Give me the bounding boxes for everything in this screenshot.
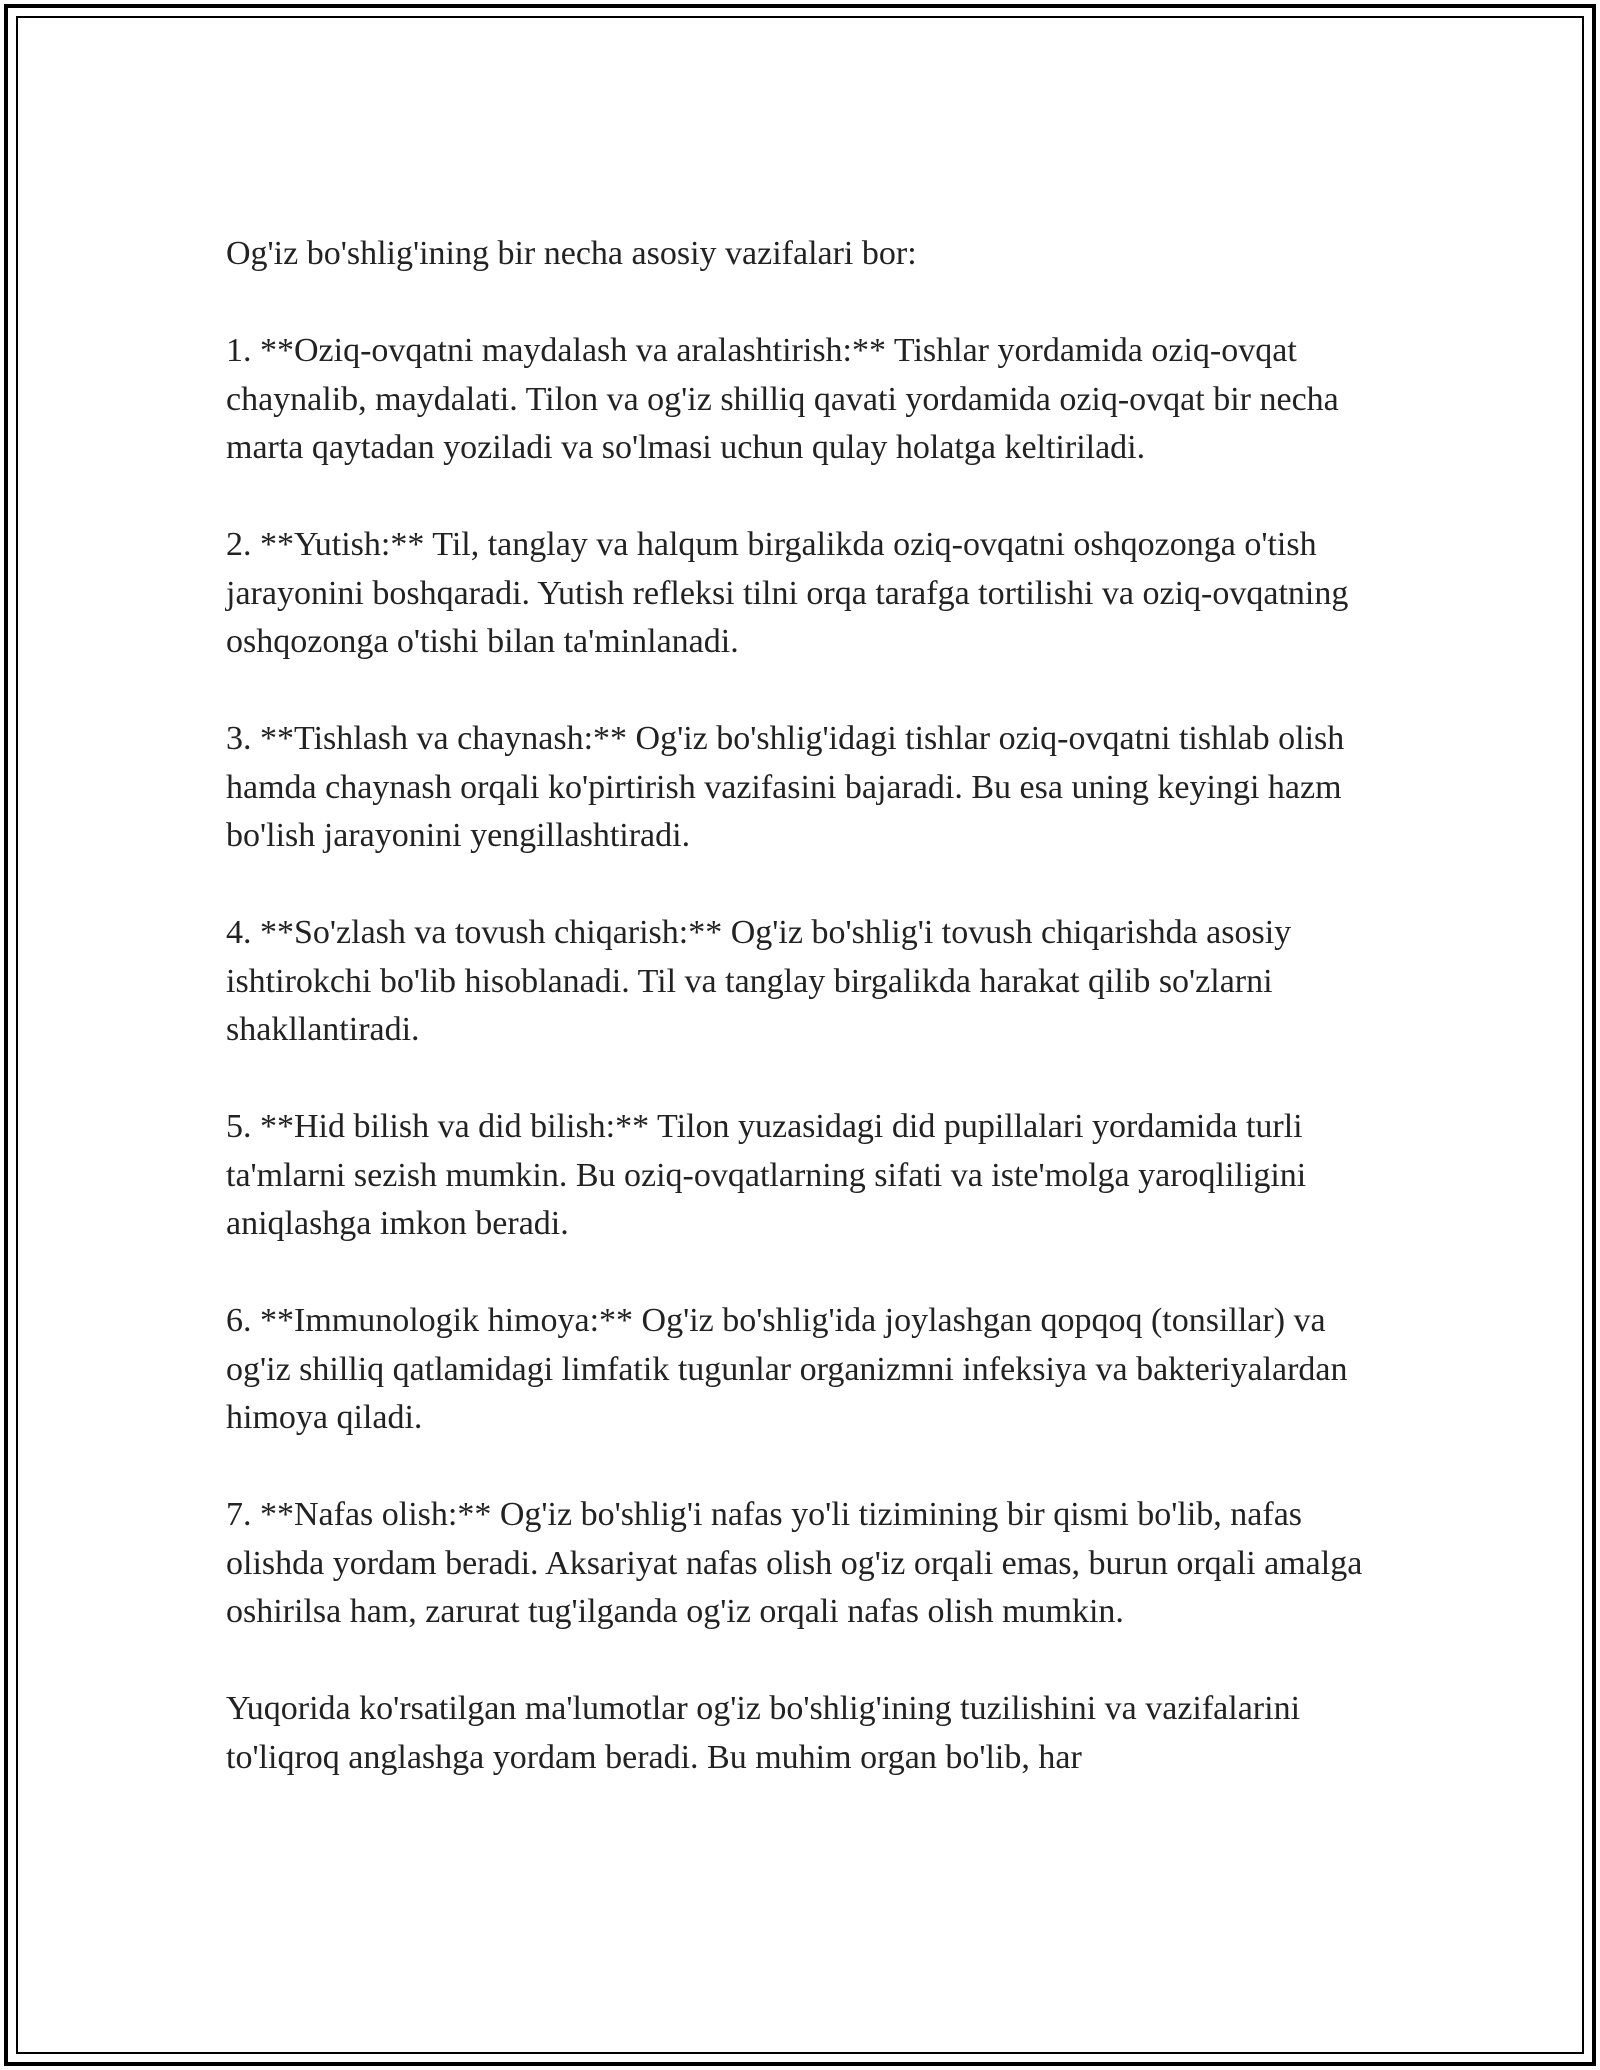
closing-paragraph: Yuqorida ko'rsatilgan ma'lumotlar og'iz bo'shlig'ining tuzilishini va vazifalarini to'liqroq anglashga yordam beradi. Bu muhim organ bo'lib, har — [226, 1690, 1301, 1776]
list-item-3: 3. **Tishlash va chaynash:** Og'iz bo'shlig'idagi tishlar oziq-ovqatni tishlab olish hamda chaynash orqali ko'pirtirish vazifasini bajaradi. Bu esa uning keyingi hazm bo'lish jarayonini yengillashtiradi. — [226, 720, 1345, 854]
intro-paragraph: Og'iz bo'shlig'ining bir necha asosiy vazifalari bor: — [226, 235, 917, 272]
list-item-6: 6. **Immunologik himoya:** Og'iz bo'shlig'ida joylashgan qopqoq (tonsillar) va og'iz shilliq qatlamidagi limfatik tugunlar organizmni infeksiya va bakteriyalardan himoya qiladi. — [226, 1302, 1348, 1436]
list-item-4: 4. **So'zlash va tovush chiqarish:** Og'iz bo'shlig'i tovush chiqarishda asosiy ishtirokchi bo'lib hisoblanadi. Til va tanglay birgalikda harakat qilib so'zlarni shakllantiradi. — [226, 914, 1292, 1048]
list-item-1: 1. **Oziq-ovqatni maydalash va aralashtirish:** Tishlar yordamida oziq-ovqat chaynalib, maydalati. Tilon va og'iz shilliq qavati yordamida oziq-ovqat bir necha marta qaytadan yoziladi va so'lmasi uchun qulay holatga keltiriladi. — [226, 332, 1339, 466]
list-item-5: 5. **Hid bilish va did bilish:** Tilon yuzasidagi did pupillalari yordamida turli ta'mlarni sezish mumkin. Bu oziq-ovqatlarning sifati va iste'molga yaroqliligini aniqlashga imkon beradi. — [226, 1108, 1307, 1242]
list-item-2: 2. **Yutish:** Til, tanglay va halqum birgalikda oziq-ovqatni oshqozonga o'tish jarayonini boshqaradi. Yutish refleksi tilni orqa tarafga tortilishi va oziq-ovqatning oshqozonga o'tishi bilan ta'minlanadi. — [226, 526, 1349, 660]
document-body — [226, 230, 1376, 1782]
list-item-7: 7. **Nafas olish:** Og'iz bo'shlig'i nafas yo'li tizimining bir qismi bo'lib, nafas olishda yordam beradi. Aksariyat nafas olish og'iz orqali emas, burun orqali amalga oshirilsa ham, zarurat tug'ilganda og'iz orqali nafas olish mumkin. — [226, 1496, 1363, 1630]
